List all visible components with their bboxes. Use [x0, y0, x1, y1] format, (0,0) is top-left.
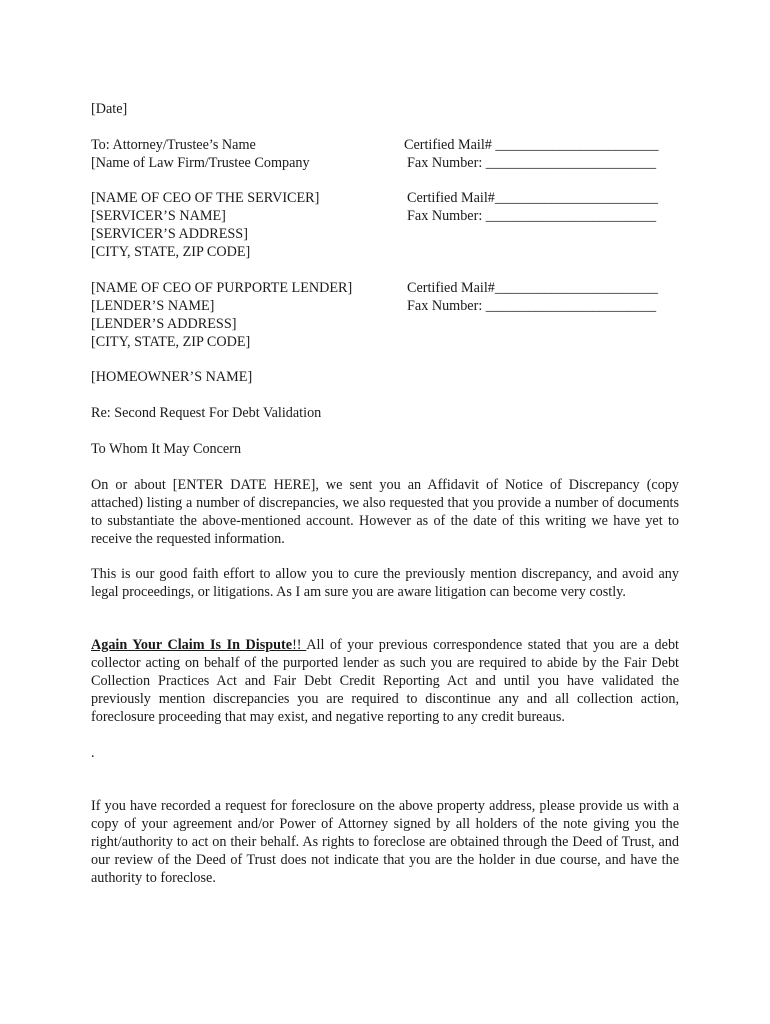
subject-line: Re: Second Request For Debt Validation [91, 405, 322, 421]
servicer-city-state-zip: [CITY, STATE, ZIP CODE] [91, 244, 251, 260]
salutation: To Whom It May Concern [91, 441, 242, 457]
fax-number-field-2: Fax Number: ________________________ [407, 208, 657, 224]
paragraph-foreclosure: If you have recorded a request for foreclosure on the above property address, please provide us with a copy of your agreement and/or Power of Attorney signed by all holders of the note giving you the right/authority to act on their behalf. As rights to foreclose are obtained through the Deed of Trust, and our review of the Deed of Trust does not indicate that you are the holder in due course, and have the authority to foreclose. [91, 798, 679, 886]
paragraph-good-faith: This is our good faith effort to allow you to cure the previously mention discrepancy, and avoid any legal proceedings, or litigations. As I am sure you are aware litigation can become very costly. [91, 566, 679, 600]
lender-name: [LENDER’S NAME] [91, 298, 215, 314]
servicer-ceo-name: [NAME OF CEO OF THE SERVICER] [91, 190, 320, 206]
stray-period: . [91, 745, 95, 761]
paragraph-affidavit: On or about [ENTER DATE HERE], we sent you an Affidavit of Notice of Discrepancy (copy attached) listing a number of discrepancies, we also requested that you provide a number of documents to substantiate the above-mentioned account. However as of the date of this writing we have yet to receive the requested information. [91, 477, 679, 547]
fax-number-field-3: Fax Number: ________________________ [407, 298, 657, 314]
recipient-attorney-name: To: Attorney/Trustee’s Name [91, 137, 256, 153]
certified-mail-field-3: Certified Mail#_______________________ [407, 280, 659, 296]
recipient-law-firm: [Name of Law Firm/Trustee Company [91, 155, 310, 171]
servicer-name: [SERVICER’S NAME] [91, 208, 226, 224]
lender-ceo-name: [NAME OF CEO OF PURPORTE LENDER] [91, 280, 353, 296]
dispute-body: All of your previous correspondence stated that you are a debt collector acting on behalf of the purported lender as such you are required to abide by the Fair Debt Collection Practices Act and Fair Debt Credit Reporting Act and until you have validated the previously mention discrepancies you are required to discontinue any and all collection action, foreclosure proceeding that may exist, and negative reporting to any credit bureaus. [91, 637, 679, 725]
servicer-address: [SERVICER’S ADDRESS] [91, 226, 248, 242]
paragraph-dispute [91, 636, 679, 726]
homeowner-name: [HOMEOWNER’S NAME] [91, 369, 253, 385]
dispute-exclaim: !! [292, 637, 307, 653]
date-line: [Date] [91, 101, 128, 117]
certified-mail-field-2: Certified Mail#_______________________ [407, 190, 659, 206]
lender-address: [LENDER’S ADDRESS] [91, 316, 237, 332]
certified-mail-field-1: Certified Mail# _______________________ [404, 137, 659, 153]
lender-city-state-zip: [CITY, STATE, ZIP CODE] [91, 334, 251, 350]
fax-number-field-1: Fax Number: ________________________ [407, 155, 657, 171]
dispute-heading: Again Your Claim Is In Dispute [91, 637, 293, 653]
